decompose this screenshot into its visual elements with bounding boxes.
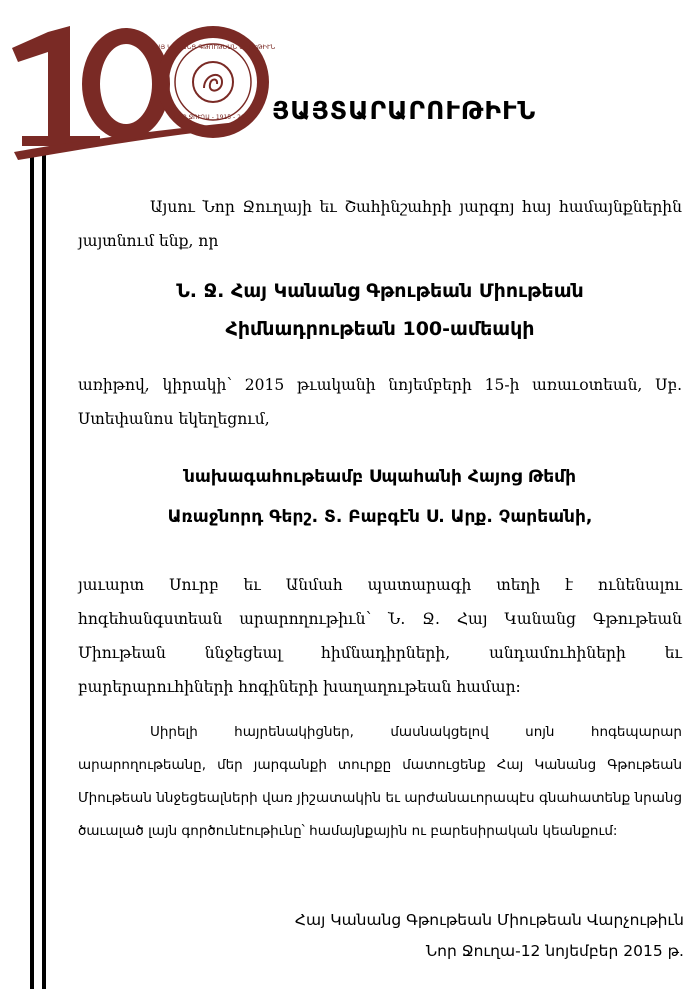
memorial-paragraph: յաւարտ Սուրբ եւ Անմահ պատարագի տեղի է ունենալու հոգեհանգստեան արարողութիւն՝ Ն. Ջ. Հայ Կանանց Գթութեան Միութեան ննջեցեալ հիմնադիրների, անդամուհիների եւ բարերարուհիների հոգիների խաղաղութեան համար:	[78, 576, 682, 696]
title-block-union	[62, 272, 698, 348]
title-line: Հիմնադրութեան 100-ամեակի	[225, 318, 535, 340]
announcement-heading: ՅԱՅՏԱՐԱՐՈՒԹԻՒՆ	[272, 96, 537, 125]
left-border-rule-1	[30, 150, 34, 989]
title-block-presiding	[62, 457, 698, 537]
centennial-logo	[8, 18, 278, 168]
seal-text: ՀԱՅ ԿԱՆԱՆՑ ԳԹՈՒԹԵԱՆ ՄԻՈՒԹԻՒՆ	[150, 43, 276, 51]
signature-block	[184, 905, 684, 967]
signature-organization: Հայ Կանանց Գթութեան Միութեան Վարչութիւն	[294, 911, 684, 929]
title-line: Առաջնորդ Գերշ. Տ. Բաբգէն Ս. Արք. Չարեանի,	[167, 507, 593, 527]
appeal-paragraph: Սիրելի հայրենակիցներ, մասնակցելով սոյն հոգեպարար արարողութեանը, մեր յարգանքի տուրքը մատուցենք Հայ Կանանց Գթութեան Միութեան ննջեցեալների վառ յիշատակին եւ արժանաւորապէս գնահատենք նրանց ծաւալած լայն գործունէութիւնը՝ համայնքային ու բարեսիրական կեանքում:	[78, 724, 682, 839]
seal-years: ՆՈՐ ՋՈՒՂԱ - 1915 - 2015	[173, 114, 253, 121]
title-line: նախագահութեամբ Սպահանի Հայոց Թեմի	[183, 467, 577, 487]
left-border-rule-2	[42, 150, 46, 989]
event-paragraph: առիթով, կիրակի՝ 2015 թւականի նոյեմբերի 15-ի առաւօտեան, Սբ. Ստեփանոս եկեղեցում,	[78, 376, 682, 428]
title-line: Ն. Ջ. Հայ Կանանց Գթութեան Միութեան	[176, 280, 584, 302]
intro-paragraph: Այսու Նոր Ջուղայի եւ Շահինշահրի յարգոյ հայ համայնքներին յայտնում ենք, որ	[78, 198, 682, 250]
signature-place-date: Նոր Ջուղա-12 նոյեմբեր 2015 թ.	[425, 942, 684, 960]
